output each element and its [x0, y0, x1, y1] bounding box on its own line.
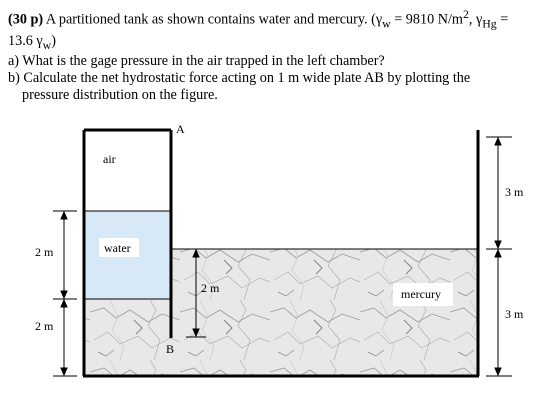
right-dim-label-upper: 3 m	[505, 185, 524, 199]
right-dim-arrow-3	[495, 250, 501, 257]
left-dim-arrow-4	[61, 368, 67, 375]
question-a: a) What is the gage pressure in the air trapped in the left chamber?	[8, 53, 385, 70]
right-dim-arrow-2	[495, 241, 501, 248]
gamma-reference-subscript: w	[42, 37, 52, 52]
left-dim-arrow-2	[61, 291, 67, 298]
gamma-water-value: = 9810 N/m	[390, 11, 463, 28]
left-dim-label-upper: 2 m	[35, 245, 54, 259]
left-dim-arrow-3	[61, 300, 67, 307]
label-b: B	[166, 342, 175, 356]
right-dimension	[486, 137, 512, 376]
label-a: A	[176, 122, 185, 136]
label-water: water	[104, 241, 131, 255]
problem-intro: A partitioned tank as shown contains water and mercury. (	[45, 11, 376, 28]
gamma-mercury-subscript: Hg	[482, 16, 497, 31]
right-dim-arrow-4	[495, 368, 501, 375]
left-dimension	[53, 211, 77, 376]
label-mercury: mercury	[401, 287, 441, 301]
left-dim-label-lower: 2 m	[35, 319, 54, 333]
label-air: air	[103, 152, 116, 166]
gamma-separator: ,	[468, 11, 476, 28]
gamma-close: )	[51, 32, 56, 49]
gamma-mercury-symbol: γ	[475, 11, 483, 28]
right-dim-arrow-1	[495, 138, 501, 145]
mercury-right-region	[171, 249, 478, 375]
gamma-mercury-value: 13.6	[8, 32, 37, 49]
mercury-left-region	[84, 299, 171, 375]
gamma-water-symbol: γ	[375, 11, 383, 28]
left-dim-arrow-1	[61, 212, 67, 219]
question-b-line2: pressure distribution on the figure.	[22, 87, 218, 104]
right-dim-label-lower: 3 m	[505, 307, 524, 321]
question-b-line1: b) Calculate the net hydrostatic force acting on 1 m wide plate AB by plotting the	[8, 70, 471, 87]
plate-dim-label: 2 m	[201, 281, 220, 295]
gamma-water-exponent: 2	[462, 7, 469, 21]
gamma-reference-symbol: γ	[36, 32, 43, 49]
points-label: (30 p)	[8, 11, 44, 28]
gamma-mercury-equals: =	[496, 11, 509, 28]
gamma-water-subscript: w	[382, 16, 391, 31]
